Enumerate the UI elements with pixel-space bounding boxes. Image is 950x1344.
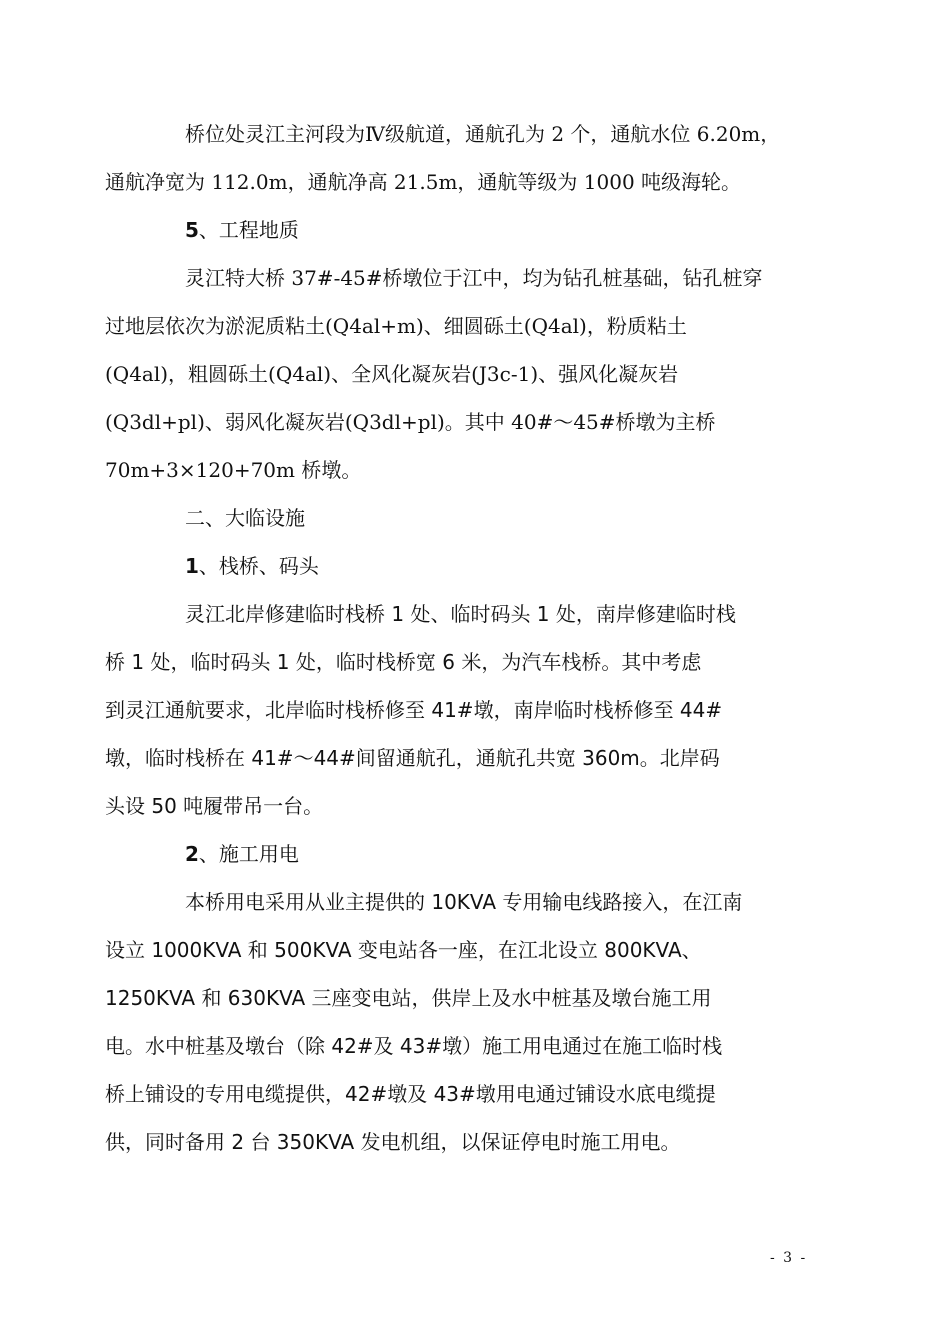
text-line: 供，同时备用 2 台 350KVA 发电机组，以保证停电时施工用电。 bbox=[105, 1130, 681, 1154]
document-body bbox=[105, 110, 810, 1166]
paragraph-navigation bbox=[105, 110, 810, 206]
text-line: 桥上铺设的专用电缆提供，42#墩及 43#墩用电通过铺设水底电缆提 bbox=[105, 1082, 716, 1106]
heading-number: 2 bbox=[185, 842, 199, 866]
heading-geology bbox=[145, 206, 810, 254]
page-number: - 3 - bbox=[770, 1250, 808, 1266]
paragraph-trestle-dock bbox=[105, 590, 810, 830]
heading-power bbox=[145, 830, 810, 878]
text-line: 过地层依次为淤泥质粘土(Q4al+m)、细圆砾土(Q4al)，粉质粘土 bbox=[105, 314, 687, 338]
heading-text: 、栈桥、码头 bbox=[198, 554, 319, 578]
text-line: 桥位处灵江主河段为Ⅳ级航道，通航孔为 2 个，通航水位 6.20m， bbox=[185, 122, 781, 146]
text-line: 70m+3×120+70m 桥墩。 bbox=[105, 458, 362, 482]
heading-text: 、工程地质 bbox=[198, 218, 299, 242]
text-line: 灵江北岸修建临时栈桥 1 处、临时码头 1 处，南岸修建临时栈 bbox=[185, 602, 736, 626]
paragraph-power bbox=[105, 878, 810, 1166]
heading-text: 二、大临设施 bbox=[185, 506, 305, 530]
text-line: 本桥用电采用从业主提供的 10KVA 专用输电线路接入，在江南 bbox=[185, 890, 743, 914]
heading-number: 5 bbox=[185, 218, 199, 242]
paragraph-geology bbox=[105, 254, 810, 494]
text-line: 墩，临时栈桥在 41#～44#间留通航孔，通航孔共宽 360m。北岸码 bbox=[105, 746, 720, 770]
text-line: (Q3dl+pl)、弱风化凝灰岩(Q3dl+pl)。其中 40#～45#桥墩为主桥 bbox=[105, 410, 716, 434]
text-line: 1250KVA 和 630KVA 三座变电站，供岸上及水中桩基及墩台施工用 bbox=[105, 986, 712, 1010]
text-line: (Q4al)，粗圆砾土(Q4al)、全风化凝灰岩(J3c-1)、强风化凝灰岩 bbox=[105, 362, 679, 386]
text-line: 电。水中桩基及墩台（除 42#及 43#墩）施工用电通过在施工临时栈 bbox=[105, 1034, 723, 1058]
text-line: 通航净宽为 112.0m，通航净高 21.5m，通航等级为 1000 吨级海轮。 bbox=[105, 170, 742, 194]
heading-text: 、施工用电 bbox=[198, 842, 299, 866]
heading-trestle-dock bbox=[145, 542, 810, 590]
text-line: 头设 50 吨履带吊一台。 bbox=[105, 794, 324, 818]
section-heading-temporary-facilities bbox=[145, 494, 810, 542]
text-line: 灵江特大桥 37#-45#桥墩位于江中，均为钻孔桩基础，钻孔桩穿 bbox=[185, 266, 763, 290]
heading-number: 1 bbox=[185, 554, 199, 578]
text-line: 设立 1000KVA 和 500KVA 变电站各一座，在江北设立 800KVA、 bbox=[105, 938, 702, 962]
text-line: 到灵江通航要求，北岸临时栈桥修至 41#墩，南岸临时栈桥修至 44# bbox=[105, 698, 723, 722]
text-line: 桥 1 处，临时码头 1 处，临时栈桥宽 6 米，为汽车栈桥。其中考虑 bbox=[105, 650, 702, 674]
